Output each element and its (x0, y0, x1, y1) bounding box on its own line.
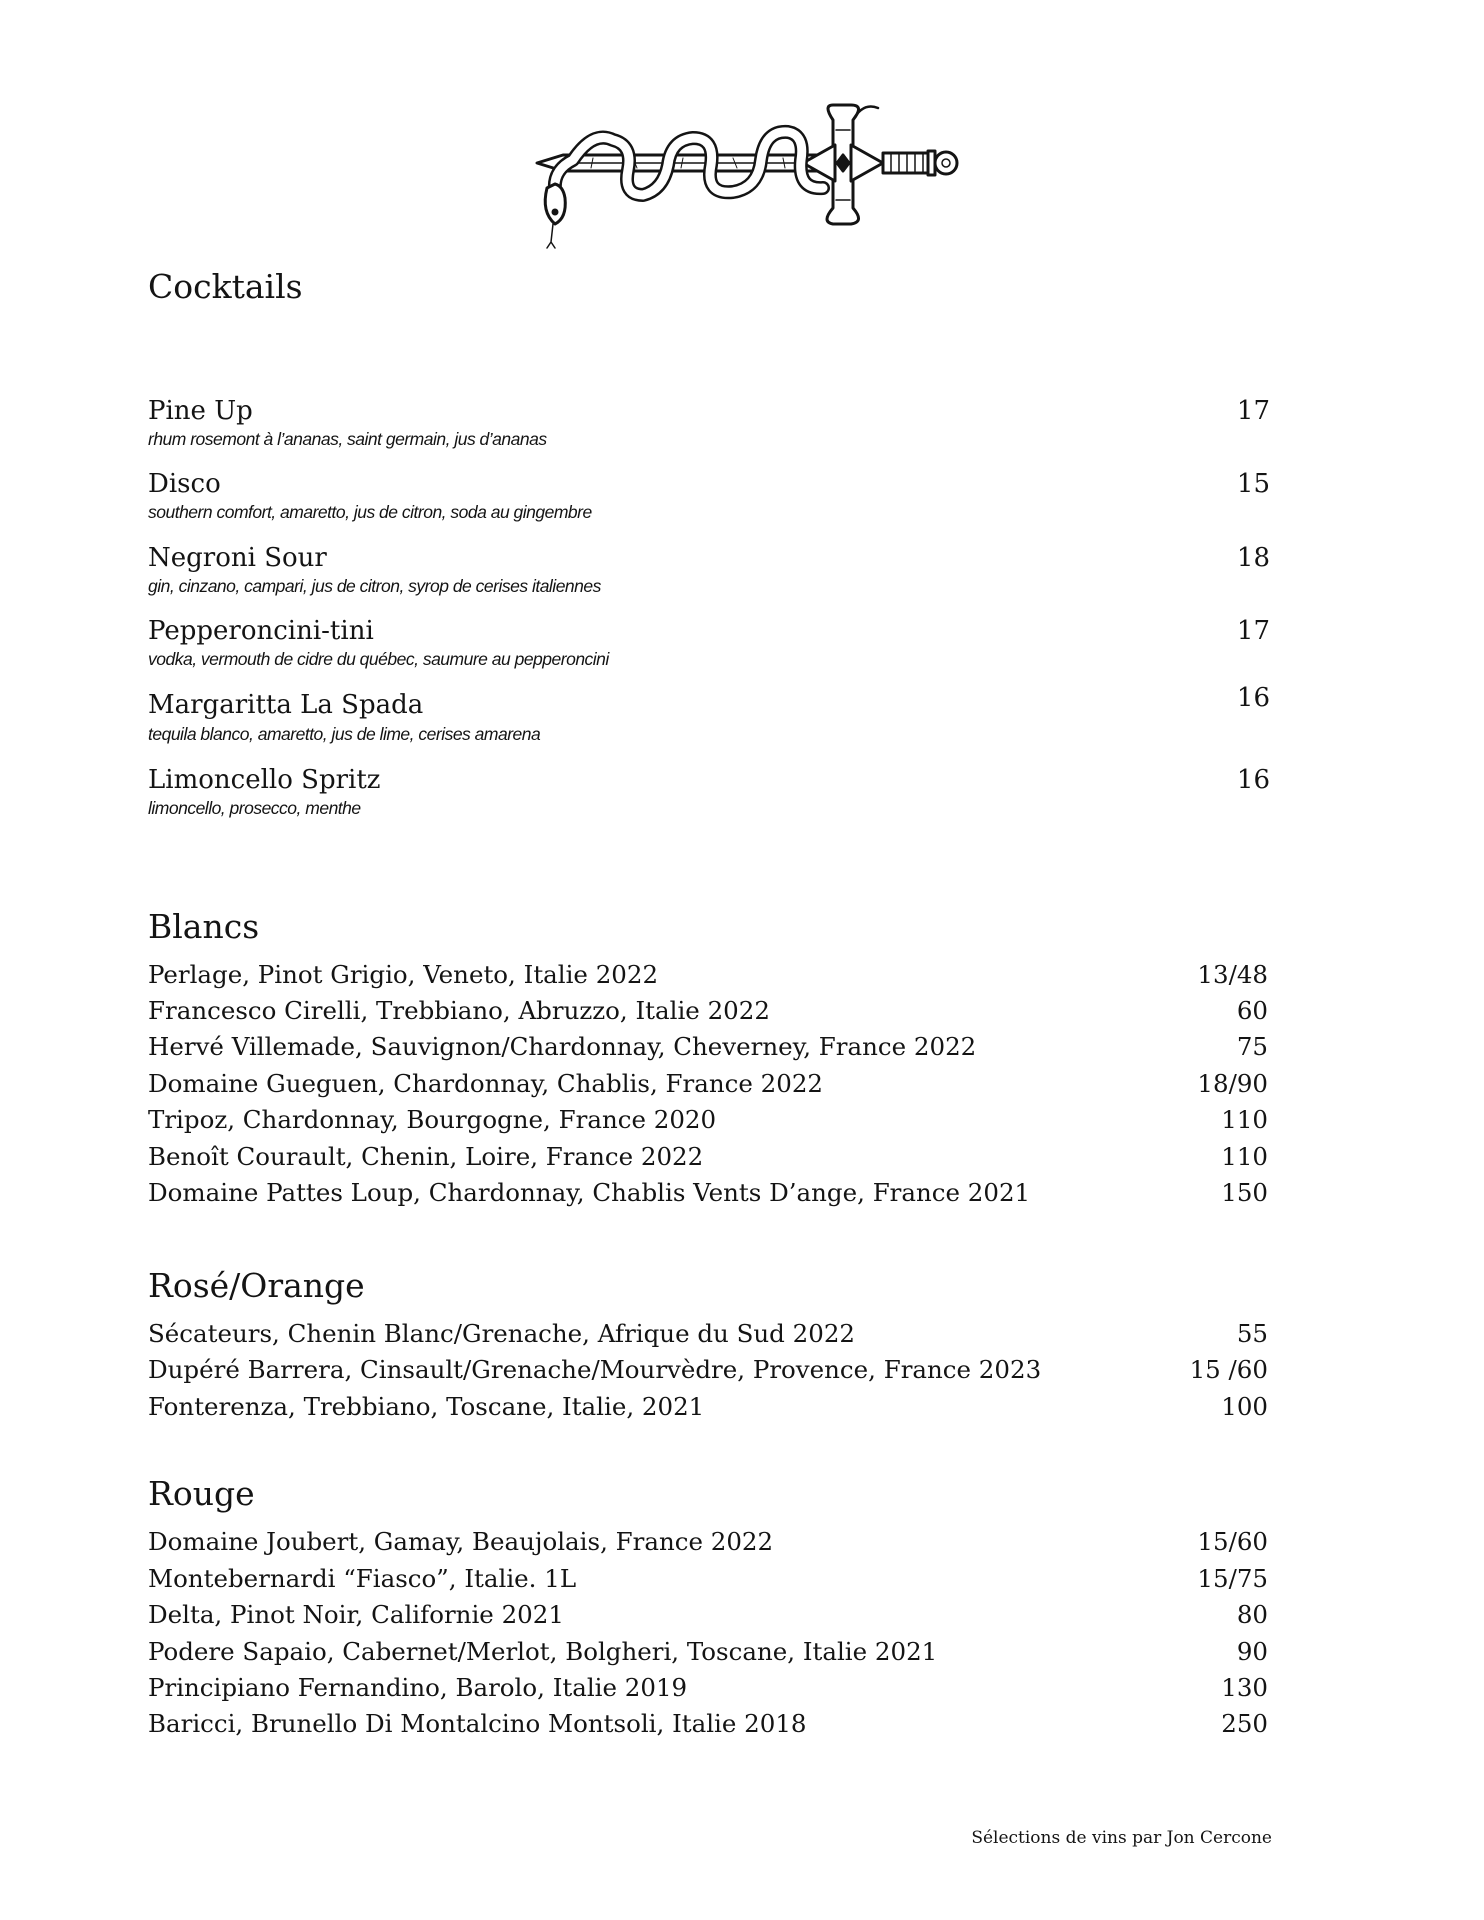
cocktail-description: limoncello, prosecco, menthe (148, 798, 361, 818)
cocktail-price: 16 (1236, 683, 1270, 713)
wine-price: 150 (1221, 1178, 1268, 1207)
section-title-rose-orange: Rosé/Orange (148, 1266, 365, 1305)
wine-name: Principiano Fernandino, Barolo, Italie 2019 (148, 1673, 688, 1702)
cocktail-description: rhum rosemont à l’ananas, saint germain, jus d’ananas (148, 429, 547, 449)
cocktail-price: 17 (1236, 396, 1270, 426)
section-title-blancs: Blancs (148, 907, 260, 946)
wine-name: Podere Sapaio, Cabernet/Merlot, Bolgheri, Toscane, Italie 2021 (148, 1637, 938, 1666)
cocktail-description: vodka, vermouth de cidre du québec, saumure au pepperoncini (148, 649, 609, 669)
wine-name: Dupéré Barrera, Cinsault/Grenache/Mourvèdre, Provence, France 2023 (148, 1355, 1042, 1384)
wine-name: Baricci, Brunello Di Montalcino Montsoli, Italie 2018 (148, 1709, 807, 1738)
wine-price: 15/75 (1197, 1564, 1268, 1593)
wine-price: 15 /60 (1189, 1355, 1268, 1384)
cocktail-name: Disco (148, 469, 221, 499)
cocktail-price: 16 (1236, 765, 1270, 795)
wine-name: Domaine Gueguen, Chardonnay, Chablis, France 2022 (148, 1069, 823, 1098)
cocktail-price: 15 (1236, 469, 1270, 499)
cocktail-description: tequila blanco, amaretto, jus de lime, cerises amarena (148, 724, 541, 744)
wine-price: 75 (1236, 1032, 1268, 1061)
wine-price: 60 (1236, 996, 1268, 1025)
wine-name: Sécateurs, Chenin Blanc/Grenache, Afrique du Sud 2022 (148, 1319, 856, 1348)
wine-price: 100 (1221, 1392, 1268, 1421)
cocktail-description: gin, cinzano, campari, jus de citron, syrop de cerises italiennes (148, 576, 601, 596)
wine-price: 18/90 (1197, 1069, 1268, 1098)
wine-name: Hervé Villemade, Sauvignon/Chardonnay, Cheverney, France 2022 (148, 1032, 977, 1061)
wine-price: 110 (1221, 1105, 1268, 1134)
cocktail-price: 17 (1236, 616, 1270, 646)
wine-name: Delta, Pinot Noir, Californie 2021 (148, 1600, 564, 1629)
wine-price: 15/60 (1197, 1527, 1268, 1556)
wine-name: Benoît Courault, Chenin, Loire, France 2022 (148, 1142, 704, 1171)
sword-snake-icon (533, 100, 963, 250)
wine-selection-credit: Sélections de vins par Jon Cercone (971, 1828, 1272, 1848)
section-title-cocktails: Cocktails (148, 267, 303, 306)
wine-name: Montebernardi “Fiasco”, Italie. 1L (148, 1564, 577, 1593)
wine-price: 250 (1221, 1709, 1268, 1738)
section-title-rouge: Rouge (148, 1474, 255, 1513)
cocktail-name: Pine Up (148, 396, 253, 426)
cocktail-name: Limoncello Spritz (148, 765, 381, 795)
cocktail-name: Pepperoncini-tini (148, 616, 374, 646)
wine-price: 80 (1236, 1600, 1268, 1629)
wine-name: Perlage, Pinot Grigio, Veneto, Italie 2022 (148, 960, 659, 989)
cocktail-description: southern comfort, amaretto, jus de citron, soda au gingembre (148, 502, 592, 522)
wine-name: Domaine Pattes Loup, Chardonnay, Chablis Vents D’ange, France 2021 (148, 1178, 1031, 1207)
wine-name: Domaine Joubert, Gamay, Beaujolais, France 2022 (148, 1527, 774, 1556)
cocktail-name: Margaritta La Spada (148, 690, 424, 720)
wine-name: Tripoz, Chardonnay, Bourgogne, France 2020 (148, 1105, 717, 1134)
cocktail-price: 18 (1236, 543, 1270, 573)
wine-price: 13/48 (1197, 960, 1268, 989)
wine-price: 55 (1236, 1319, 1268, 1348)
cocktail-name: Negroni Sour (148, 543, 327, 573)
wine-name: Francesco Cirelli, Trebbiano, Abruzzo, Italie 2022 (148, 996, 770, 1025)
wine-price: 90 (1236, 1637, 1268, 1666)
wine-price: 130 (1221, 1673, 1268, 1702)
wine-name: Fonterenza, Trebbiano, Toscane, Italie, 2021 (148, 1392, 705, 1421)
wine-price: 110 (1221, 1142, 1268, 1171)
